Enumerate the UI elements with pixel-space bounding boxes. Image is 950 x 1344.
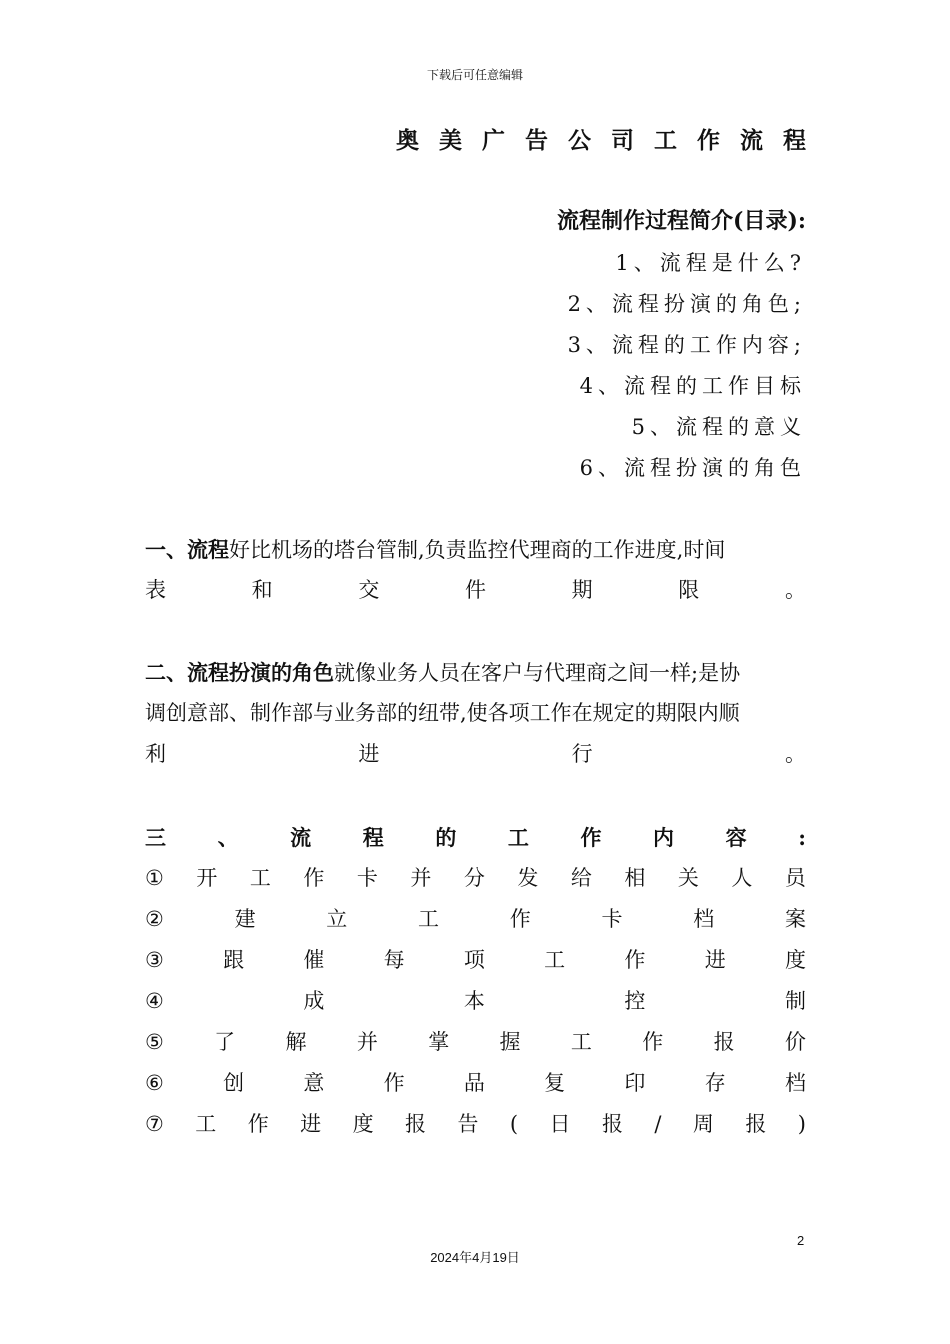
text-char: 作: [624, 948, 646, 972]
text-char: 程: [362, 825, 384, 850]
title-char: 公: [568, 127, 591, 154]
text-char: 作: [383, 1071, 405, 1095]
text-char: 工: [195, 1112, 217, 1136]
section-2-heading: 二、流程扮演的角色: [145, 660, 334, 685]
text-char: 档: [784, 1071, 806, 1095]
text-char: 的: [435, 825, 457, 850]
text-char: 作: [247, 1112, 269, 1136]
text-char: 交: [358, 578, 380, 602]
text-char: 行: [571, 742, 593, 766]
text-char: 立: [326, 907, 348, 931]
text-char: (: [509, 1112, 519, 1136]
section-2: [145, 652, 806, 775]
title-char: 告: [525, 127, 548, 154]
work-item-row: [145, 1063, 806, 1104]
text-char: 跟: [223, 948, 245, 972]
text-char: 档: [693, 907, 715, 931]
text-char: 。: [784, 578, 806, 602]
text-char: 告: [457, 1112, 479, 1136]
work-item-row: [145, 899, 806, 940]
text-char: :: [798, 825, 806, 850]
section-2-text: 就像业务人员在客户与代理商之间一样;是协: [334, 661, 741, 685]
section-1-text: 好比机场的塔台管制,负责监控代理商的工作进度,时间: [229, 538, 726, 562]
work-item-row: [145, 1104, 806, 1145]
text-char: 工: [249, 866, 271, 890]
text-char: 项: [463, 948, 485, 972]
text-char: /: [654, 1112, 662, 1136]
work-item-row: [145, 1022, 806, 1063]
text-char: 和: [251, 578, 273, 602]
text-char: 工: [570, 1030, 592, 1054]
text-char: 、: [217, 825, 239, 850]
text-char: 作: [642, 1030, 664, 1054]
work-item-row: [145, 981, 806, 1022]
title-char: 广: [482, 127, 505, 154]
text-char: 员: [784, 866, 806, 890]
page-number: 2: [797, 1233, 805, 1248]
text-char: ⑤: [145, 1030, 164, 1054]
text-char: 表: [145, 578, 166, 602]
text-char: 工: [507, 825, 529, 850]
text-char: 。: [784, 742, 806, 766]
text-char: 创: [223, 1071, 245, 1095]
text-char: 日: [549, 1112, 571, 1136]
toc-item: 4、流程的工作目标: [579, 374, 806, 398]
text-char: 制: [784, 989, 806, 1013]
text-char: 三: [145, 825, 166, 850]
text-char: 件: [464, 578, 486, 602]
title-char: 程: [783, 127, 806, 154]
text-char: 了: [214, 1030, 236, 1054]
section-3: [145, 817, 806, 1145]
text-char: 工: [544, 948, 566, 972]
text-char: 成: [303, 989, 325, 1013]
text-char: 给: [570, 866, 592, 890]
text-char: 作: [580, 825, 602, 850]
text-char: 印: [624, 1071, 646, 1095]
text-char: 案: [784, 907, 806, 931]
page-header: 下载后可任意编辑: [426, 68, 523, 82]
section-2-line2: 调创意部、制作部与业务部的纽带,使各项工作在规定的期限内顺: [145, 701, 740, 725]
text-char: 人: [731, 866, 753, 890]
text-char: 品: [463, 1071, 485, 1095]
text-char: 报: [713, 1030, 735, 1054]
text-char: 卡: [356, 866, 378, 890]
title-char: 美: [439, 127, 462, 154]
text-char: ⑦: [145, 1112, 164, 1136]
document-title: [145, 122, 806, 155]
text-char: 关: [677, 866, 699, 890]
text-char: 解: [285, 1030, 307, 1054]
section-1-heading: 一、流程: [145, 537, 229, 562]
text-char: 作: [509, 907, 531, 931]
text-char: 分: [463, 866, 485, 890]
text-char: 进: [300, 1112, 322, 1136]
text-char: 卡: [601, 907, 623, 931]
toc-heading: 流程制作过程简介(目录):: [557, 208, 806, 234]
text-char: 控: [624, 989, 646, 1013]
section-2-line3: [145, 734, 806, 775]
text-char: 作: [303, 866, 325, 890]
text-char: 度: [784, 948, 806, 972]
text-char: 周: [692, 1112, 714, 1136]
text-char: 发: [517, 866, 539, 890]
text-char: 流: [290, 825, 312, 850]
text-char: ⑥: [145, 1071, 164, 1095]
text-char: 工: [418, 907, 440, 931]
footer-date: 2024年4月19日: [430, 1250, 520, 1265]
text-char: 存: [704, 1071, 726, 1095]
title-char: 流: [740, 127, 763, 154]
title-char: 工: [654, 127, 677, 154]
text-char: 价: [784, 1030, 806, 1054]
text-char: 并: [356, 1030, 378, 1054]
toc-item: 1、流程是什么?: [615, 251, 806, 275]
work-item-row: [145, 940, 806, 981]
toc-item: 5、流程的意义: [631, 415, 806, 439]
text-char: 限: [678, 578, 700, 602]
text-char: 期: [571, 578, 593, 602]
section-1: [145, 529, 806, 611]
text-char: 掌: [428, 1030, 450, 1054]
text-char: 容: [725, 825, 747, 850]
text-char: ②: [145, 907, 164, 931]
text-char: 意: [303, 1071, 325, 1095]
text-char: ③: [145, 948, 164, 972]
text-char: ): [797, 1112, 806, 1136]
section-1-line2: [145, 570, 806, 611]
text-char: 进: [704, 948, 726, 972]
text-char: 开: [196, 866, 218, 890]
text-char: 报: [405, 1112, 427, 1136]
text-char: 内: [653, 825, 675, 850]
title-char: 司: [611, 127, 634, 154]
toc-item: 6、流程扮演的角色: [579, 456, 806, 480]
text-char: 催: [303, 948, 325, 972]
text-char: 并: [410, 866, 432, 890]
title-char: 奥: [396, 127, 419, 154]
text-char: 报: [601, 1112, 623, 1136]
toc-item: 3、流程的工作内容;: [567, 333, 806, 357]
text-char: ④: [145, 989, 164, 1013]
text-char: 度: [352, 1112, 374, 1136]
text-char: 每: [383, 948, 405, 972]
text-char: 进: [358, 742, 380, 766]
text-char: 相: [624, 866, 646, 890]
text-char: 建: [234, 907, 256, 931]
text-char: 报: [745, 1112, 767, 1136]
text-char: 复: [544, 1071, 566, 1095]
text-char: 握: [499, 1030, 521, 1054]
text-char: ①: [145, 866, 164, 890]
work-item-row: [145, 858, 806, 899]
title-char: 作: [697, 127, 720, 154]
section-3-heading: [145, 817, 806, 858]
text-char: 利: [145, 742, 166, 766]
text-char: 本: [463, 989, 485, 1013]
toc-item: 2、流程扮演的角色;: [567, 292, 806, 316]
